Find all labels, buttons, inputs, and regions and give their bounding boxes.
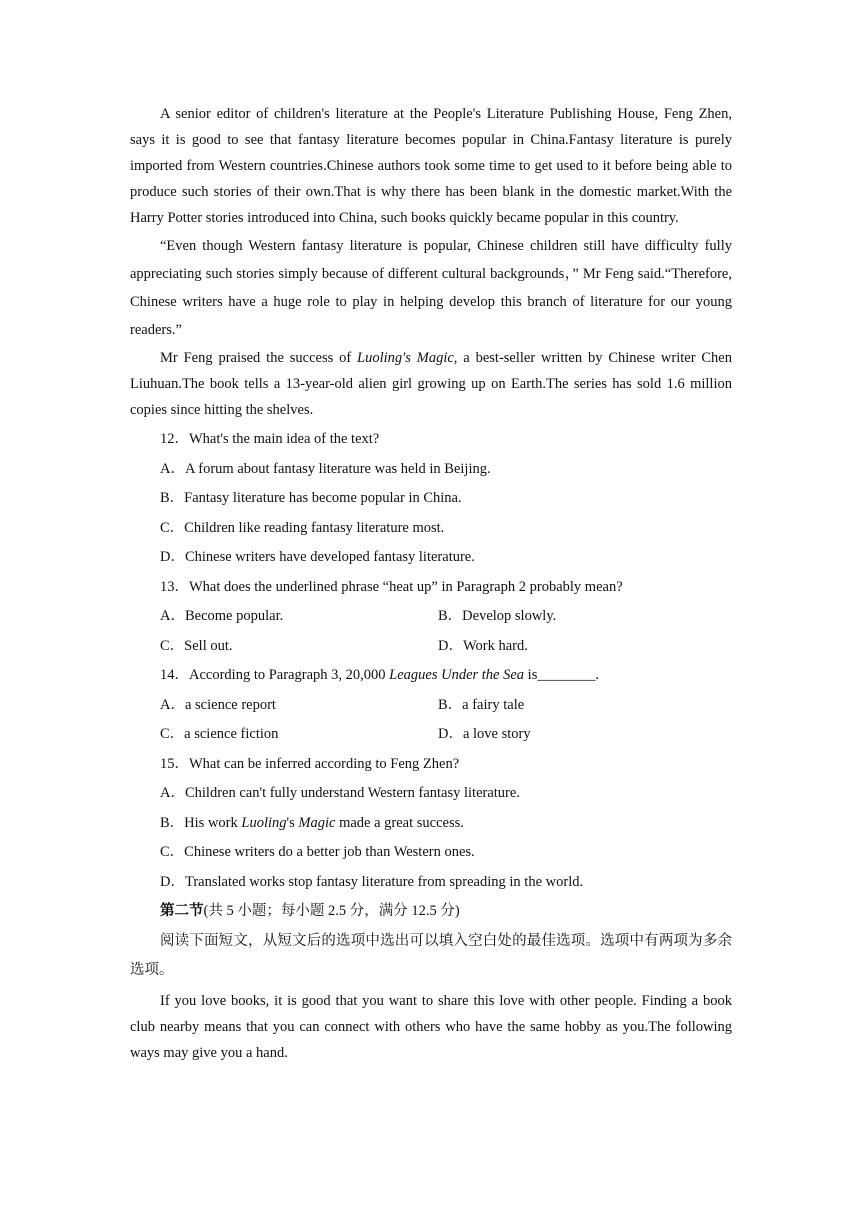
book-title-leagues: Leagues Under the Sea <box>389 667 525 683</box>
section-2-detail: (共 5 小题；每小题 2.5 分，满分 12.5 分) <box>203 903 460 919</box>
question-13-options-row-2 <box>130 632 732 662</box>
question-15-book-title: Luoling <box>241 814 287 831</box>
question-14-stem <box>130 661 732 691</box>
question-15-option-c: C．Chinese writers do a better job than Western ones. <box>160 844 475 860</box>
question-15-stem: 15．What can be inferred according to Feng Zhen? <box>160 755 460 772</box>
question-15-option-b-text-a: B．His work <box>160 814 242 831</box>
passage-paragraph-1: A senior editor of children's literature at the People's Literature Publishing House, Feng Zhen, says it is good to see that fantasy literature becomes popular in China.Fantasy literature is purely imported from Western countries.Chinese authors took some time to get used to it before being able to produce such stories of their own.That is why there has been blank in the domestic market.With the Harry Potter stories introduced into China, such books quickly became popular in this country. <box>130 106 732 226</box>
question-15-option-d: D．Translated works stop fantasy literature from spreading in the world. <box>160 873 584 890</box>
question-13-option-c: C．Sell out. <box>160 637 233 654</box>
question-13-options-row-1 <box>130 602 732 632</box>
section-2-instruction: 阅读下面短文，从短文后的选项中选出可以填入空白处的最佳选项。选项中有两项为多余选项。 <box>130 932 732 978</box>
question-12-option-b: B．Fantasy literature has become popular in China. <box>160 490 462 506</box>
question-14-option-b: B．a fairy tale <box>438 696 525 713</box>
passage-paragraph-2: “Even though Western fantasy literature is popular, Chinese children still have difficulty fully appreciating such stories simply because of different cultural backgrounds，” Mr Feng said.“Therefore, Chinese writers have a huge role to play in helping develop this branch of literature for our young readers.” <box>130 238 732 338</box>
question-14-options-row-1 <box>130 691 732 721</box>
section-2-title: 第二节 <box>160 903 204 919</box>
question-13-stem: 13．What does the underlined phrase “heat up” in Paragraph 2 probably mean? <box>160 578 623 595</box>
question-12-option-c: C．Children like reading fantasy literature most. <box>160 519 445 536</box>
question-13-option-a: A．Become popular. <box>160 608 284 624</box>
question-13-option-b: B．Develop slowly. <box>438 608 557 624</box>
question-14-stem-b: is________. <box>524 667 599 683</box>
section-2-heading <box>130 897 732 927</box>
passage-paragraph-3-text-a: Mr Feng praised the success of <box>160 350 358 366</box>
question-15-option-b-text-mid: 's <box>286 814 299 831</box>
book-title-luoling: Luoling's Magic, <box>357 350 458 366</box>
question-15-option-b <box>130 809 732 839</box>
question-14-stem-a: 14．According to Paragraph 3, 20,000 <box>160 667 390 683</box>
section-2-paragraph-1: If you love books, it is good that you want to share this love with other people. Finding a book club nearby means that you can connect with others who have the same hobby as you.The following ways may give you a hand. <box>130 992 732 1061</box>
question-15-option-b-text-b: made a great success. <box>335 814 464 831</box>
question-14-option-c: C．a science fiction <box>160 726 279 742</box>
question-12-option-d: D．Chinese writers have developed fantasy literature. <box>160 549 475 565</box>
question-15-book-title-2: Magic <box>298 814 336 831</box>
passage-paragraph-3 <box>130 345 732 423</box>
question-14-option-d: D．a love story <box>438 726 531 742</box>
question-12-option-a: A．A forum about fantasy literature was held in Beijing. <box>160 460 491 477</box>
question-14-option-a: A．a science report <box>160 696 276 713</box>
question-14-options-row-2 <box>130 720 732 750</box>
passage-paragraph-3-text-b: a best-seller written by Chinese writer Chen Liuhuan.The book tells a 13-year-old alien girl growing up on Earth.The series has sold 1.6 million copies since hitting the shelves. <box>130 350 732 418</box>
question-12-stem: 12．What's the main idea of the text? <box>160 431 380 447</box>
question-13-option-d: D．Work hard. <box>438 637 528 654</box>
document-body <box>130 101 732 1066</box>
question-15-option-a: A．Children can't fully understand Western fantasy literature. <box>160 785 520 801</box>
